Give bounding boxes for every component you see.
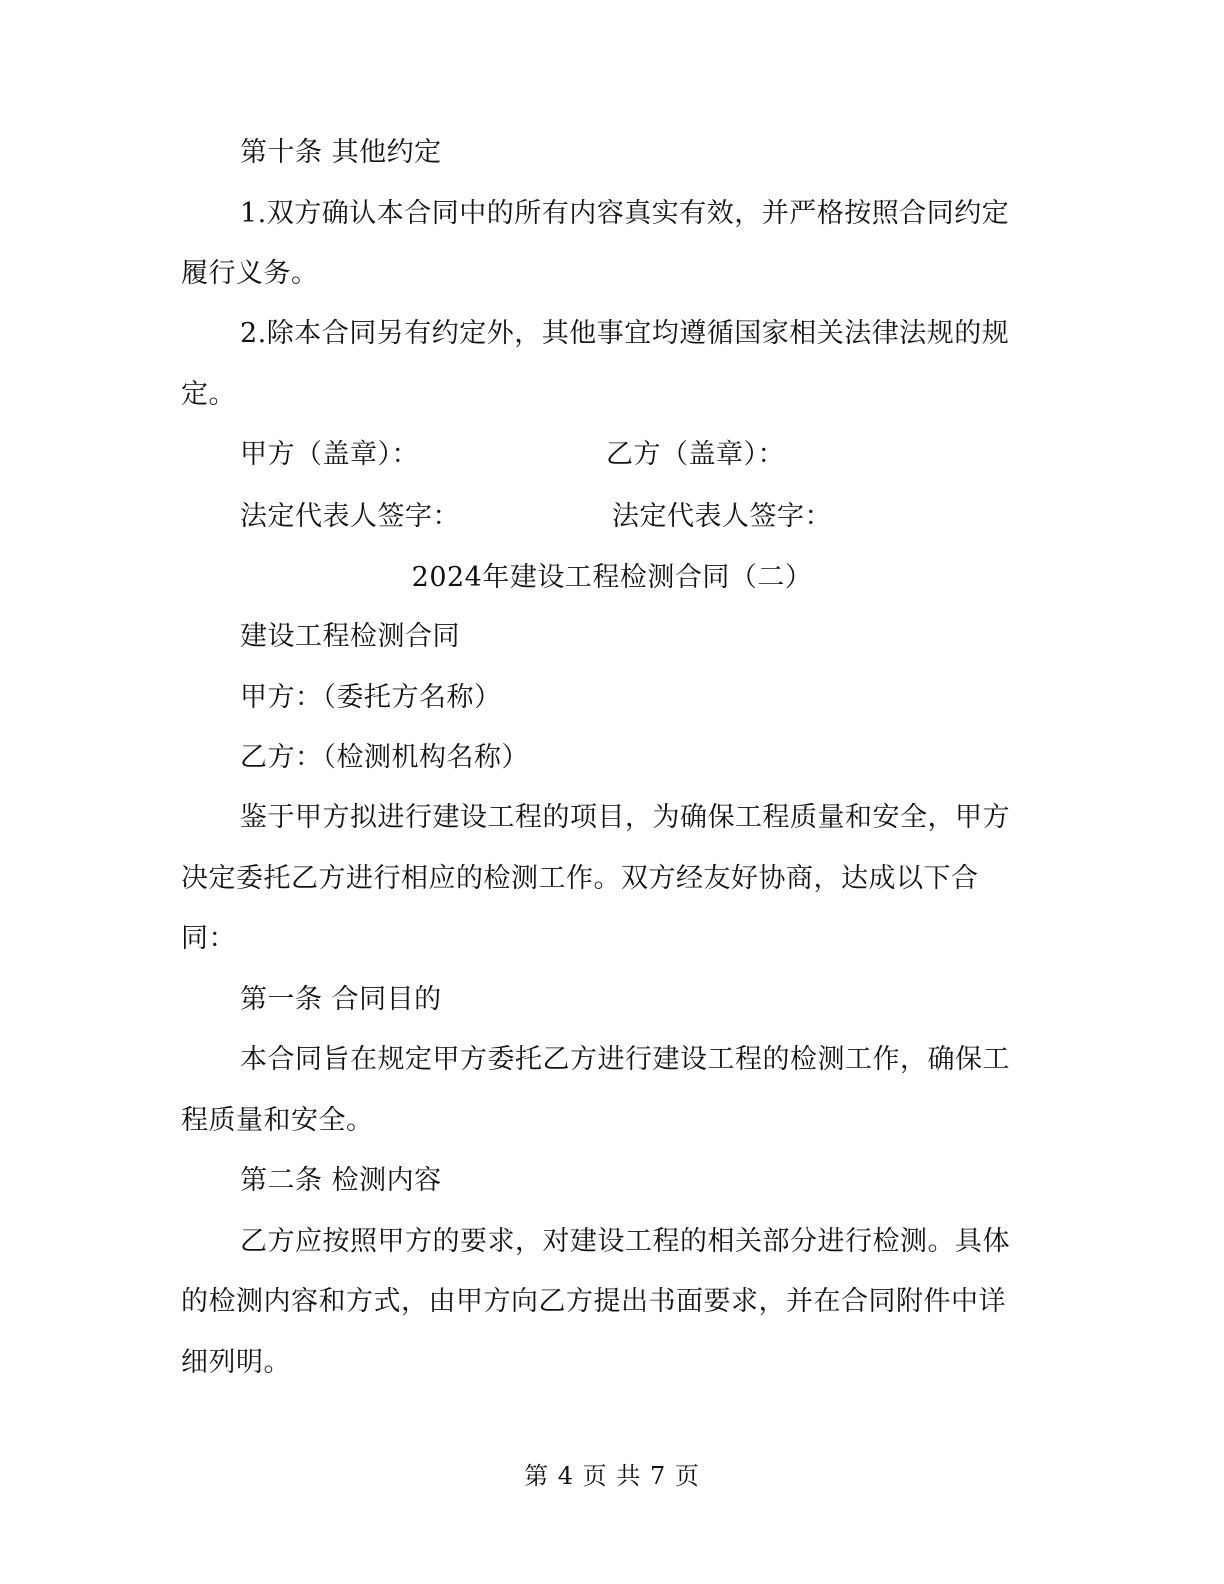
page-footer: 第 4 页 共 7 页 [524,1462,700,1490]
article-2-body-2: 的检测内容和方式，由甲方向乙方提出书面要求，并在合同附件中详 [181,1286,1006,1317]
preamble-line-1: 鉴于甲方拟进行建设工程的项目，为确保工程质量和安全，甲方 [240,802,1010,833]
party-a-signature-label: 法定代表人签字： [240,501,460,532]
article-10-heading: 第十条 其他约定 [240,137,442,168]
preamble-line-3: 同： [181,923,236,954]
preamble-line-2: 决定委托乙方进行相应的检测工作。双方经友好协商，达成以下合 [181,863,979,894]
article-10-item-2: 2.除本合同另有约定外，其他事宜均遵循国家相关法律法规的规 [240,318,1010,349]
contract-subtitle: 建设工程检测合同 [240,621,460,652]
party-a-line: 甲方：（委托方名称） [240,682,502,713]
article-1-body-1: 本合同旨在规定甲方委托乙方进行建设工程的检测工作，确保工 [240,1044,1010,1075]
article-2-heading: 第二条 检测内容 [240,1165,442,1196]
party-b-seal-label: 乙方（盖章）： [606,439,785,470]
article-10-item-1: 1.双方确认本合同中的所有内容真实有效，并严格按照合同约定 [240,198,1010,229]
article-10-item-1-cont: 履行义务。 [181,258,319,289]
article-2-body-3: 细列明。 [181,1347,291,1378]
article-2-body-1: 乙方应按照甲方的要求，对建设工程的相关部分进行检测。具体 [240,1226,1010,1257]
article-1-heading: 第一条 合同目的 [240,984,442,1015]
article-10-item-2-cont: 定。 [181,379,236,410]
party-a-seal-label: 甲方（盖章）： [240,439,419,470]
party-b-signature-label: 法定代表人签字： [612,501,832,532]
contract-title: 2024年建设工程检测合同（二） [411,562,813,593]
article-1-body-2: 程质量和安全。 [181,1105,374,1136]
party-b-line: 乙方：（检测机构名称） [240,742,529,773]
